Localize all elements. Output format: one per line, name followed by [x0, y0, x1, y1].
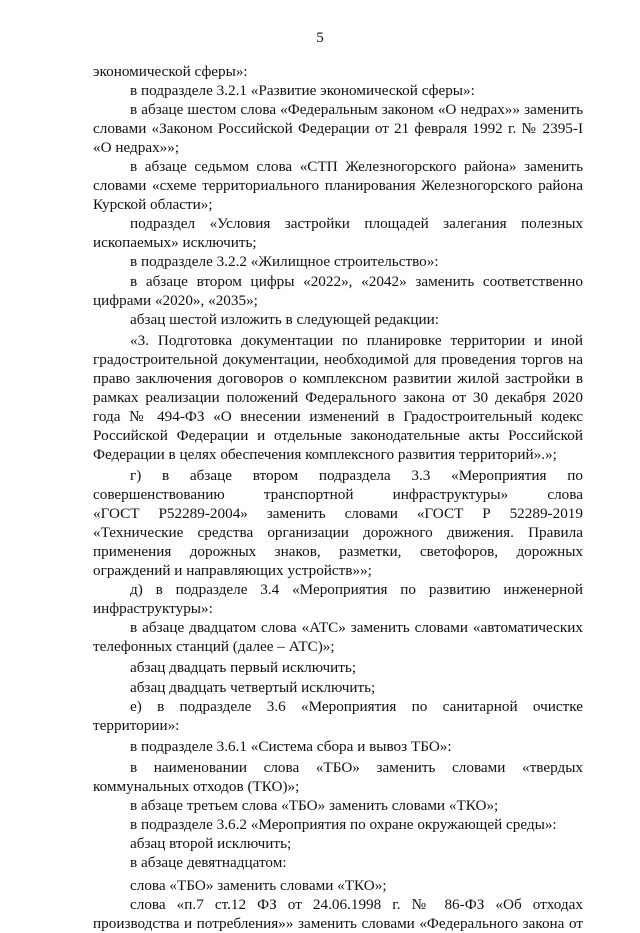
paragraph [93, 81, 583, 100]
text-line: е) в подразделе 3.6 «Мероприятия по санитарной очистке [130, 697, 583, 715]
text-line: д) в подразделе 3.4 «Мероприятия по развитию инженерной [130, 581, 583, 599]
paragraph [93, 272, 583, 310]
paragraph [93, 876, 583, 895]
text-line: рамках реализации положений Федерального закона от 30 декабря 2020 [93, 388, 583, 406]
paragraph [93, 618, 583, 656]
paragraph [93, 758, 583, 796]
text-line: в абзаце седьмом слова «СТП Железногорского района» заменить [130, 158, 583, 176]
text-line: Федерации в целях обеспечения комплексного развития территорий».»; [93, 445, 557, 463]
text-line: абзац двадцать первый исключить; [130, 659, 357, 677]
paragraph [93, 678, 583, 697]
text-line: слова «п.7 ст.12 ФЗ от 24.06.1998 г. № 86-ФЗ «Об отходах [130, 896, 583, 914]
document-body [93, 62, 583, 933]
text-line: г) в абзаце втором подраздела 3.3 «Мероприятия по [130, 466, 583, 484]
text-line: «Технические средства организации дорожного движения. Правила [93, 524, 583, 542]
text-line: в подразделе 3.2.2 «Жилищное строительство»: [130, 253, 439, 271]
text-line: право заключения договоров о комплексном развитии жилой застройки в [93, 369, 583, 387]
page-number: 5 [316, 30, 324, 46]
text-line: Курской области»; [93, 196, 213, 214]
text-line: в абзаце втором цифры «2022», «2042» заменить соответственно [130, 272, 583, 290]
paragraph [93, 100, 583, 157]
text-line: подраздел «Условия застройки площадей залегания полезных [130, 215, 583, 233]
paragraph [93, 214, 583, 252]
paragraph [93, 658, 583, 677]
text-line: слова «ТБО» заменить словами «ТКО»; [130, 876, 387, 894]
text-line: телефонных станций (далее – АТС)»; [93, 638, 335, 656]
text-line: инфраструктуры»: [93, 600, 213, 618]
paragraph [93, 580, 583, 618]
text-line: в подразделе 3.6.2 «Мероприятия по охране окружающей среды»: [130, 815, 557, 833]
paragraph [93, 331, 583, 464]
text-line: коммунальных отходов (ТКО)»; [93, 777, 300, 795]
text-line: применения дорожных знаков, разметки, светофоров, дорожных [93, 543, 583, 561]
text-line: ограждений и направляющих устройств»»; [93, 562, 372, 580]
text-line: территории»: [93, 716, 180, 734]
paragraph [93, 737, 583, 756]
paragraph [93, 895, 583, 933]
text-line: абзац второй исключить; [130, 834, 292, 852]
text-line: цифрами «2020», «2035»; [93, 291, 258, 309]
paragraph [93, 853, 583, 872]
text-line: экономической сферы»: [93, 63, 248, 80]
text-line: в абзаце третьем слова «ТБО» заменить словами «ТКО»; [130, 796, 499, 814]
text-line: абзац шестой изложить в следующей редакции: [130, 310, 439, 328]
paragraph [93, 310, 583, 329]
text-line: в наименовании слова «ТБО» заменить словами «твердых [130, 758, 583, 776]
text-line: в абзаце девятнадцатом: [130, 853, 287, 871]
text-line: года № 494-ФЗ «О внесении изменений в Градостроительный кодекс [93, 407, 583, 425]
text-line: в подразделе 3.2.1 «Развитие экономической сферы»: [130, 82, 475, 100]
text-line: в абзаце двадцатом слова «АТС» заменить словами «автоматических [130, 619, 583, 637]
text-line: в абзаце шестом слова «Федеральным законом «О недрах»» заменить [130, 101, 583, 119]
text-line: производства и потребления»» заменить словами «Федерального закона от [93, 915, 583, 933]
text-line: словами «схеме территориального планирования Железногорского района [93, 177, 583, 195]
paragraph [93, 157, 583, 214]
paragraph [93, 62, 583, 81]
text-line: «О недрах»»; [93, 139, 180, 157]
paragraph [93, 815, 583, 834]
text-line: в подразделе 3.6.1 «Система сбора и вывоз ТБО»: [130, 737, 452, 755]
paragraph [93, 466, 583, 580]
text-line: «ГОСТ Р52289-2004» заменить словами «ГОСТ Р 52289-2019 [93, 505, 583, 523]
text-line: градостроительной документации, необходимой для проведения торгов на [93, 350, 583, 368]
text-line: словами «Законом Российской Федерации от 21 февраля 1992 г. № 2395-I [93, 120, 583, 138]
paragraph [93, 697, 583, 735]
text-line: совершенствованию транспортной инфраструктуры» слова [93, 486, 583, 504]
paragraph [93, 796, 583, 815]
paragraph [93, 252, 583, 271]
text-line: «3. Подготовка документации по планировке территории и иной [130, 331, 583, 349]
text-line: Российской Федерации и отдельные законодательные акты Российской [93, 426, 583, 444]
paragraph [93, 834, 583, 853]
text-line: ископаемых» исключить; [93, 234, 257, 252]
text-line: абзац двадцать четвертый исключить; [130, 678, 376, 696]
